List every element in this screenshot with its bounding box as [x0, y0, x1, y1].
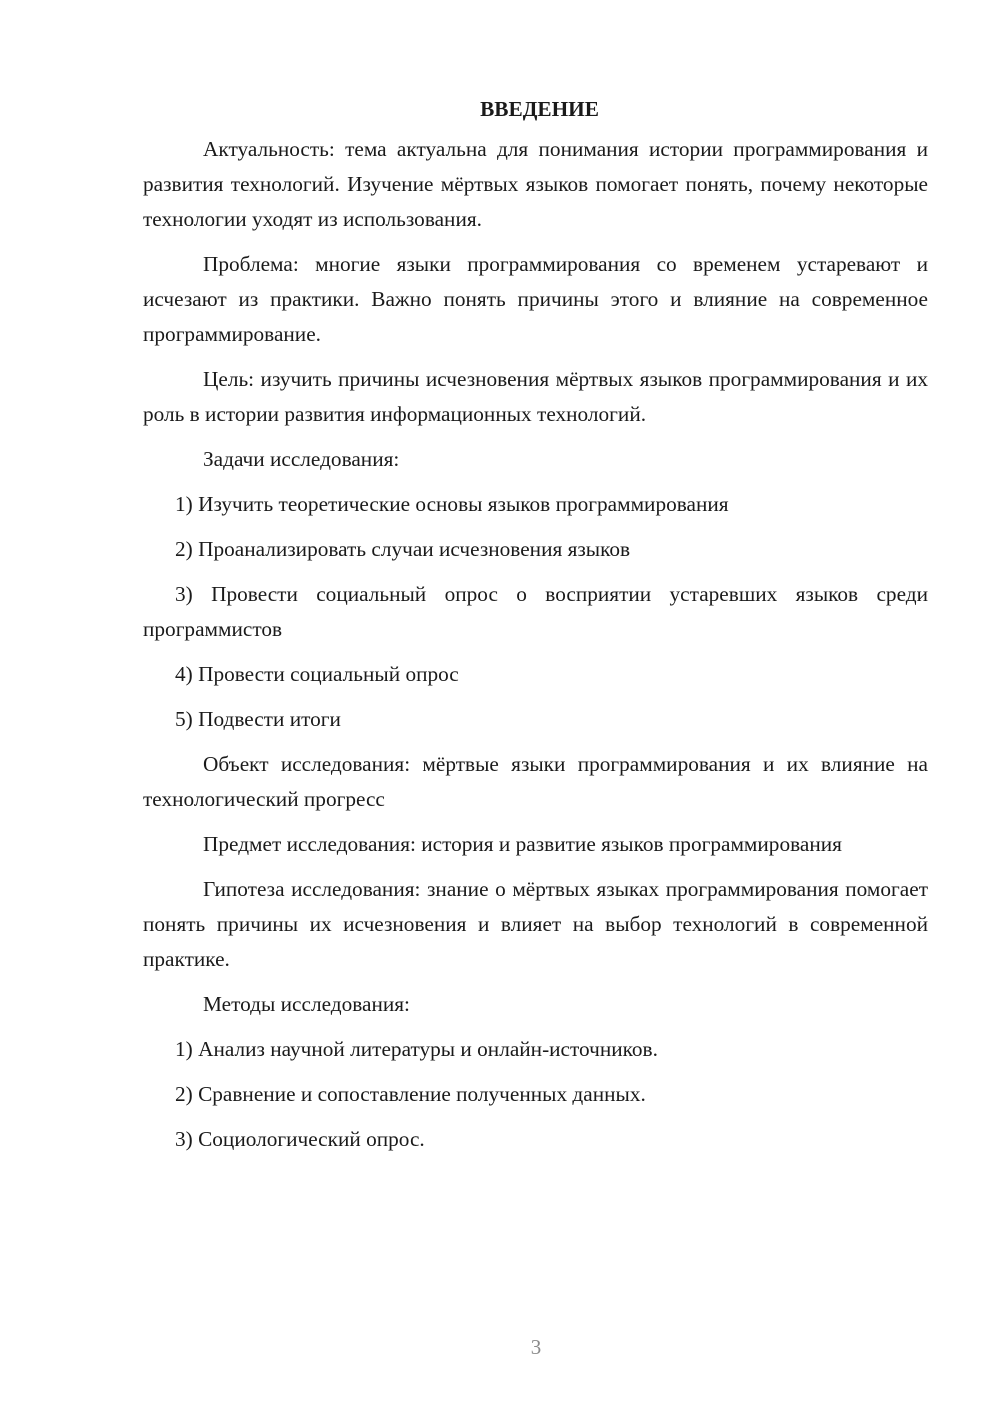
object-paragraph: Объект исследования: мёртвые языки программирования и их влияние на технологический прогресс: [143, 752, 928, 811]
task-item: 5) Подвести итоги: [175, 707, 341, 731]
document-page: [143, 92, 928, 1167]
method-item: 1) Анализ научной литературы и онлайн-источников.: [175, 1037, 658, 1061]
goal-paragraph: Цель: изучить причины исчезновения мёртвых языков программирования и их роль в истории развития информационных технологий.: [143, 367, 928, 426]
method-item: 2) Сравнение и сопоставление полученных данных.: [175, 1082, 646, 1106]
task-item: 2) Проанализировать случаи исчезновения языков: [175, 537, 631, 561]
page-number: 3: [530, 1335, 542, 1359]
methods-heading: Методы исследования:: [203, 992, 410, 1016]
page-title: ВВЕДЕНИЕ: [480, 97, 599, 121]
subject-paragraph: Предмет исследования: история и развитие языков программирования: [203, 832, 842, 856]
hypothesis-paragraph: Гипотеза исследования: знание о мёртвых языках программирования помогает понять причины их исчезновения и влияет на выбор технологий в современной практике.: [143, 877, 928, 971]
task-item: 1) Изучить теоретические основы языков программирования: [175, 492, 729, 516]
tasks-heading: Задачи исследования:: [203, 447, 400, 471]
relevance-paragraph: Актуальность: тема актуальна для понимания истории программирования и развития технологий. Изучение мёртвых языков помогает понять, почему некоторые технологии уходят из использования.: [143, 137, 928, 231]
task-item: 3) Провести социальный опрос о восприятии устаревших языков среди программистов: [143, 582, 928, 641]
method-item: 3) Социологический опрос.: [175, 1127, 425, 1151]
task-item: 4) Провести социальный опрос: [175, 662, 459, 686]
problem-paragraph: Проблема: многие языки программирования со временем устаревают и исчезают из практики. Важно понять причины этого и влияние на современное программирование.: [143, 252, 928, 346]
